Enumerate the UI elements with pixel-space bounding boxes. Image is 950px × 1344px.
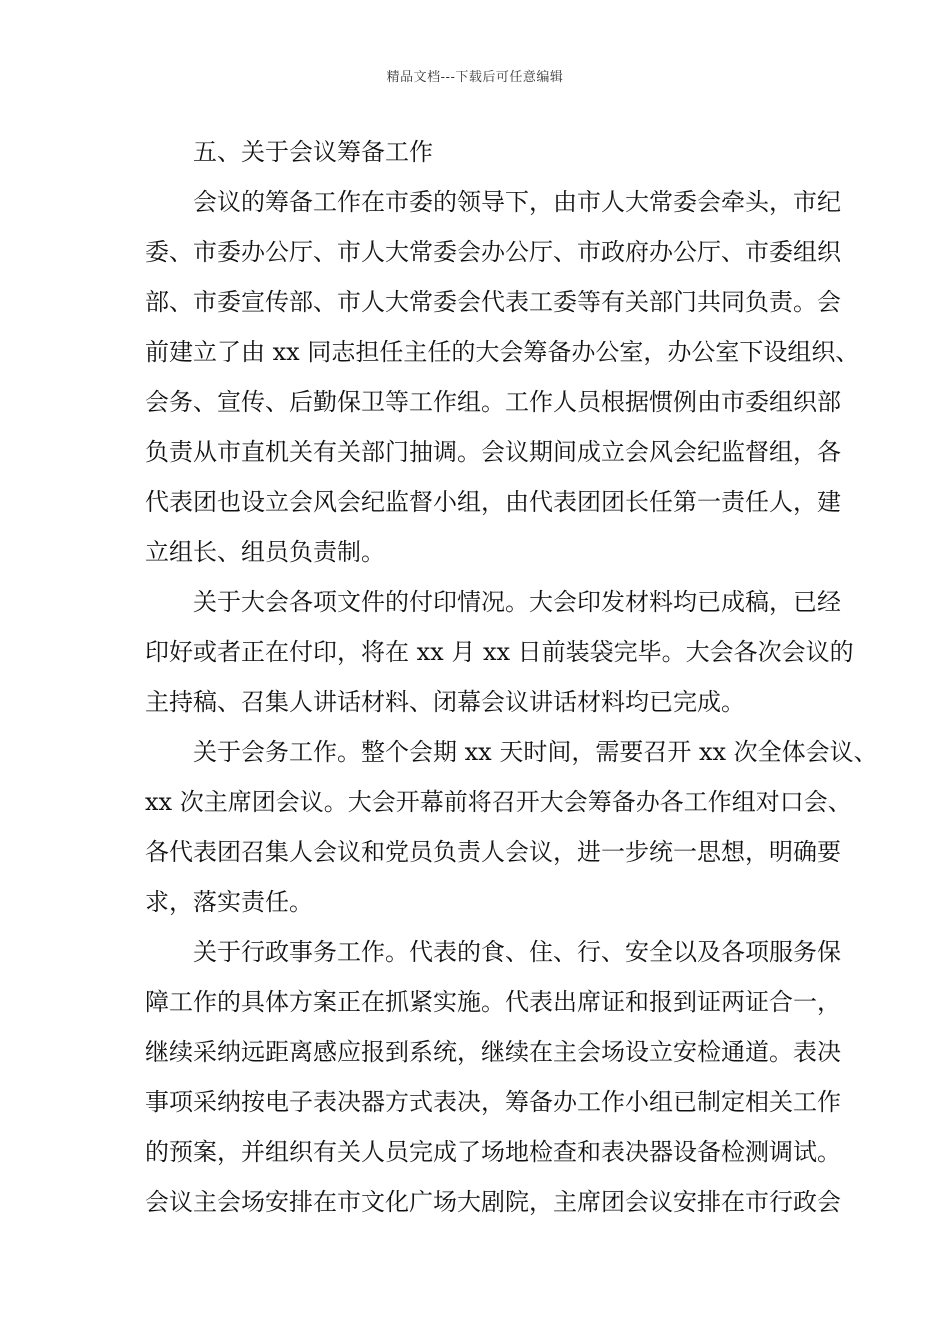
paragraph-line: 前建立了由 xx 同志担任主任的大会筹备办公室，办公室下设组织、	[145, 338, 860, 366]
paragraph-line: 障工作的具体方案正在抓紧实施。代表出席证和报到证两证合一，	[145, 988, 841, 1016]
paragraph-line: 负责从市直机关有关部门抽调。会议期间成立会风会纪监督组，各	[145, 438, 841, 466]
paragraph-line: 事项采纳按电子表决器方式表决，筹备办工作小组已制定相关工作	[145, 1088, 841, 1116]
paragraph-line: xx 次主席团会议。大会开幕前将召开大会筹备办各工作组对口会、	[145, 788, 852, 816]
paragraph-3	[145, 727, 878, 927]
paragraph-2	[145, 577, 854, 727]
paragraph-line: 会务、宣传、后勤保卫等工作组。工作人员根据惯例由市委组织部	[145, 388, 841, 416]
paragraph-line: 主持稿、召集人讲话材料、闭幕会议讲话材料均已完成。	[145, 688, 745, 716]
document-body	[145, 127, 878, 1227]
paragraph-line: 立组长、组员负责制。	[145, 538, 385, 566]
page-header: 精品文档---下载后可任意编辑	[386, 70, 564, 85]
paragraph-line: 会议主会场安排在市文化广场大剧院，主席团会议安排在市行政会	[145, 1188, 841, 1216]
section-heading: 五、关于会议筹备工作	[193, 138, 433, 166]
paragraph-line: 关于会务工作。整个会期 xx 天时间，需要召开 xx 次全体会议、	[193, 738, 878, 766]
paragraph-1	[145, 177, 860, 577]
paragraph-4	[145, 927, 841, 1227]
paragraph-line: 会议的筹备工作在市委的领导下，由市人大常委会牵头，市纪	[193, 188, 841, 216]
paragraph-line: 求，落实责任。	[145, 888, 313, 916]
paragraph-line: 各代表团召集人会议和党员负责人会议，进一步统一思想，明确要	[145, 838, 841, 866]
paragraph-line: 部、市委宣传部、市人大常委会代表工委等有关部门共同负责。会	[145, 288, 841, 316]
paragraph-line: 的预案，并组织有关人员完成了场地检查和表决器设备检测调试。	[145, 1138, 841, 1166]
paragraph-line: 关于行政事务工作。代表的食、住、行、安全以及各项服务保	[193, 938, 841, 966]
paragraph-line: 继续采纳远距离感应报到系统，继续在主会场设立安检通道。表决	[145, 1038, 841, 1066]
paragraph-line: 代表团也设立会风会纪监督小组，由代表团团长任第一责任人，建	[145, 488, 841, 516]
paragraph-line: 关于大会各项文件的付印情况。大会印发材料均已成稿，已经	[193, 588, 841, 616]
paragraph-line: 印好或者正在付印，将在 xx 月 xx 日前装袋完毕。大会各次会议的	[145, 638, 854, 666]
paragraph-line: 委、市委办公厅、市人大常委会办公厅、市政府办公厅、市委组织	[145, 238, 841, 266]
